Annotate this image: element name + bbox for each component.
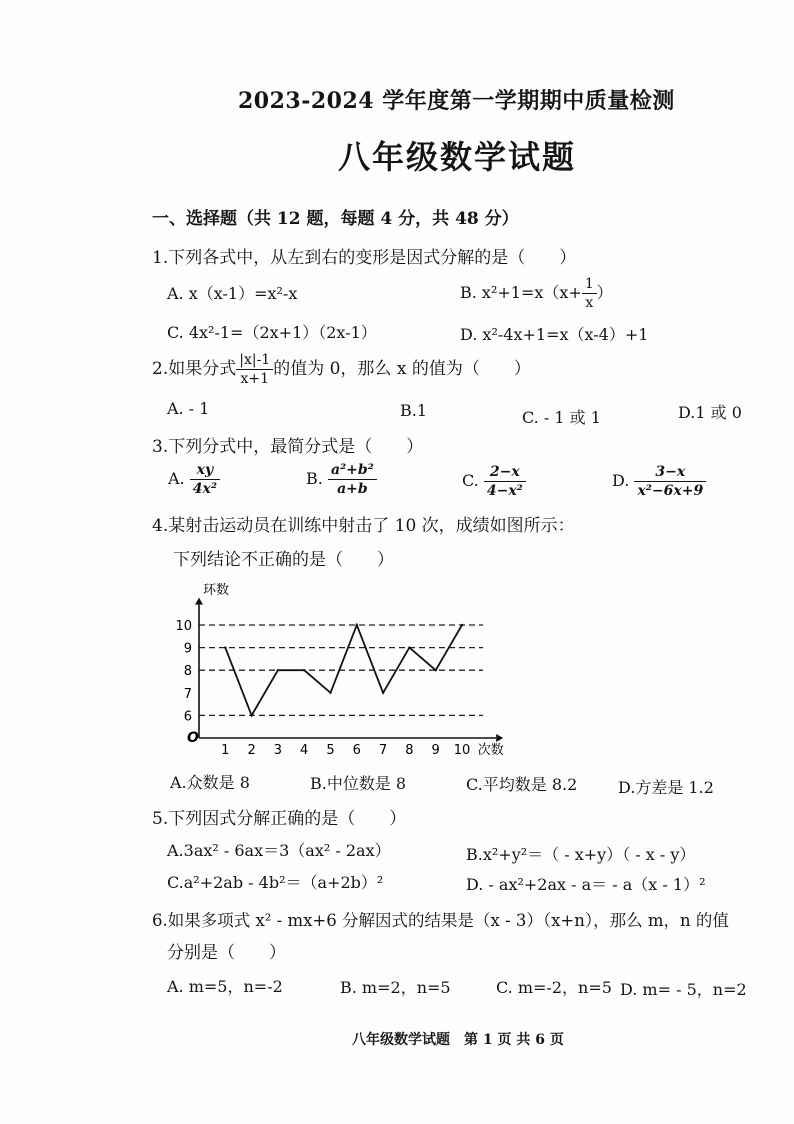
x-tick-label: 9 <box>431 743 440 755</box>
q3-a-numerator: xy <box>190 462 220 480</box>
chart-grid <box>199 625 483 715</box>
q5-option-d: D. - ax²+2ax - a＝ - a（x - 1）² <box>466 875 706 894</box>
data-point-3 <box>277 669 279 671</box>
q3-c-label: C. <box>462 471 479 490</box>
q3-b-denominator: a+b <box>337 481 368 497</box>
q3-c-numerator: 2−x <box>484 464 526 482</box>
q3-option-d <box>612 464 706 499</box>
q2-stem <box>152 352 531 387</box>
q1-option-b-fraction <box>582 276 597 311</box>
q3-b-numerator: a²+b² <box>328 462 377 480</box>
q1-b-numerator: 1 <box>582 276 597 294</box>
q3-c-fraction <box>484 464 526 499</box>
y-tick-label: 10 <box>175 619 192 634</box>
q2-denominator: x+1 <box>240 371 269 387</box>
x-tick-label: 8 <box>405 743 414 755</box>
q2-option-d: D.1 或 0 <box>678 403 742 422</box>
y-tick-label: 8 <box>183 664 192 680</box>
q1-b-denominator: x <box>585 295 594 311</box>
q4-option-a: A.众数是 8 <box>170 773 250 792</box>
q3-a-label: A. <box>168 469 185 488</box>
x-tick-label: 7 <box>378 743 388 755</box>
q2-stem-post: 的值为 0，那么 x 的值为（ ） <box>273 359 531 379</box>
q6-option-d: D. m= - 5，n=2 <box>620 980 747 999</box>
x-tick-label: 2 <box>247 743 256 755</box>
q5-stem: 5.下列因式分解正确的是（ ） <box>152 809 407 829</box>
q6-stem: 6.如果多项式 x² - mx+6 分解因式的结果是（x - 3）（x+n），那么 m，n 的值 <box>152 911 729 930</box>
data-point-2 <box>250 714 252 716</box>
q1-option-c: C. 4x²-1=（2x+1）（2x-1） <box>167 323 377 342</box>
q1-stem: 1.下列各式中，从左到右的变形是因式分解的是（ ） <box>152 248 577 268</box>
q5-option-b: B.x²+y²＝（ - x+y）（ - x - y） <box>466 845 696 864</box>
q2-option-b: B.1 <box>400 401 428 420</box>
y-tick-label: 6 <box>183 709 192 725</box>
q3-c-denominator: 4−x² <box>486 483 523 499</box>
q5-option-c: C.a²+2ab - 4b²＝（a+2b）² <box>167 873 384 892</box>
q3-b-fraction <box>328 462 377 497</box>
data-point-10 <box>461 624 463 626</box>
y-axis-arrow <box>195 598 203 605</box>
q1-option-d: D. x²-4x+1=x（x-4）+1 <box>460 325 649 344</box>
x-tick-label: 6 <box>352 743 361 755</box>
x-tick-label: 10 <box>453 743 471 755</box>
q2-stem-pre: 2.如果分式 <box>152 359 237 379</box>
q1-option-b <box>460 276 613 311</box>
q2-option-a: A. - 1 <box>167 399 210 418</box>
q2-numerator: |x|-1 <box>236 352 273 370</box>
q3-a-fraction <box>190 462 220 497</box>
exam-title: 八年级数学试题 <box>338 138 577 176</box>
q3-option-c <box>462 464 526 499</box>
x-axis-title: 次数 <box>477 743 504 755</box>
x-tick-label: 4 <box>300 743 309 755</box>
section-heading: 一、选择题（共 12 题，每题 4 分，共 48 分） <box>152 209 519 229</box>
q1-option-b-text: B. x²+1=x（x+ <box>460 283 582 302</box>
data-point-4 <box>303 669 305 671</box>
score-line-chart <box>165 580 510 755</box>
q1-option-a: A. x（x-1）=x²-x <box>167 284 298 303</box>
y-tick-label: 7 <box>183 686 192 702</box>
q4-option-c: C.平均数是 8.2 <box>466 775 578 794</box>
origin-label: O <box>187 730 199 746</box>
q4-option-d: D.方差是 1.2 <box>618 778 714 797</box>
q5-option-a: A.3ax² - 6ax＝3（ax² - 2ax） <box>167 841 391 860</box>
q3-d-label: D. <box>612 471 630 490</box>
data-point-9 <box>435 669 437 671</box>
q2-fraction <box>236 352 273 387</box>
q6-stem-cont: 分别是（ ） <box>167 943 286 963</box>
q3-b-label: B. <box>306 469 323 488</box>
data-point-5 <box>329 692 331 694</box>
q3-d-denominator: x²−6x+9 <box>637 483 704 499</box>
q1-option-b-close: ） <box>596 283 613 302</box>
x-axis-arrow <box>496 734 503 742</box>
q3-a-denominator: 4x² <box>192 481 217 497</box>
q3-option-b <box>306 462 377 497</box>
data-point-1 <box>224 646 226 648</box>
y-tick-label: 9 <box>183 641 192 657</box>
q3-stem: 3.下列分式中，最简分式是（ ） <box>152 437 424 457</box>
q6-option-c: C. m=-2，n=5 <box>496 978 612 997</box>
q3-d-fraction <box>634 464 706 499</box>
y-axis-title: 环数 <box>203 583 230 598</box>
q4-sub-stem: 下列结论不正确的是（ ） <box>173 550 394 570</box>
q6-option-a: A. m=5，n=-2 <box>167 977 283 996</box>
q2-option-c: C. - 1 或 1 <box>522 408 601 427</box>
data-point-7 <box>382 692 384 694</box>
x-tick-label: 1 <box>221 743 230 755</box>
q6-option-b: B. m=2，n=5 <box>340 978 451 997</box>
data-point-8 <box>408 646 410 648</box>
q4-stem: 4.某射击运动员在训练中射击了 10 次，成绩如图所示： <box>152 516 575 536</box>
q3-d-numerator: 3−x <box>634 464 706 482</box>
q3-option-a <box>168 462 220 497</box>
data-point-6 <box>356 624 358 626</box>
x-tick-label: 3 <box>273 743 283 755</box>
page-footer: 八年级数学试题 第 1 页 共 6 页 <box>352 1032 564 1048</box>
q4-option-b: B.中位数是 8 <box>310 774 407 793</box>
exam-subtitle: 2023-2024 学年度第一学期期中质量检测 <box>238 88 675 114</box>
x-tick-label: 5 <box>326 743 335 755</box>
